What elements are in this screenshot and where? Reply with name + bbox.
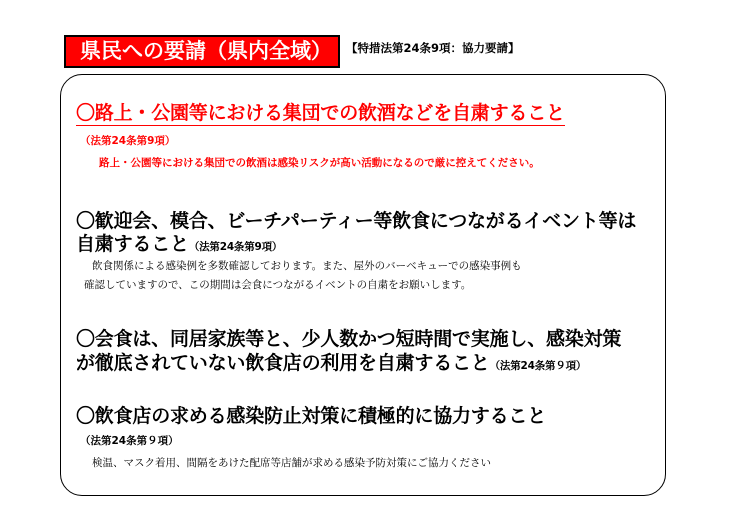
request-3-heading-line1: 〇会食は、同居家族等と、少人数かつ短時間で実施し、感染対策	[76, 328, 622, 350]
request-4-law: （法第24条第９項）	[80, 435, 179, 447]
request-3-law: （法第24条第９項）	[489, 360, 587, 372]
request-2-note-line1: 飲食関係による感染例を多数確認しております。また、屋外のバーベキューでの感染事例も	[92, 260, 522, 272]
request-2-note-line2: 確認していますので、この期間は会食につながるイベントの自粛をお願いします。	[84, 279, 472, 291]
law-reference: 【特措法第24条9項：協力要請】	[346, 41, 520, 55]
request-1-note: 路上・公園等における集団での飲酒は感染リスクが高い活動になるので厳に控えてください。	[99, 157, 540, 169]
page-title: 県民への要請（県内全域）	[64, 35, 340, 68]
request-2-heading-line2	[76, 229, 282, 256]
request-2-law: （法第24条第9項）	[188, 241, 283, 253]
request-2-heading-line1: 〇歓迎会、模合、ビーチパーティー等飲食につながるイベント等は	[76, 210, 637, 232]
request-4-heading: 〇飲食店の求める感染防止対策に積極的に協力すること	[76, 405, 547, 427]
request-1-heading: 〇路上・公園等における集団での飲酒などを自粛すること	[76, 102, 565, 124]
request-3-heading-line2	[76, 348, 586, 375]
request-3-heading-text: が徹底されていない飲食店の利用を自粛すること	[76, 352, 490, 374]
request-1-law: （法第24条第9項）	[80, 135, 176, 147]
request-2-heading-text: 自粛すること	[76, 233, 189, 255]
request-4-note: 検温、マスク着用、間隔をあけた配席等店舗が求める感染予防対策にご協力ください	[92, 457, 491, 469]
